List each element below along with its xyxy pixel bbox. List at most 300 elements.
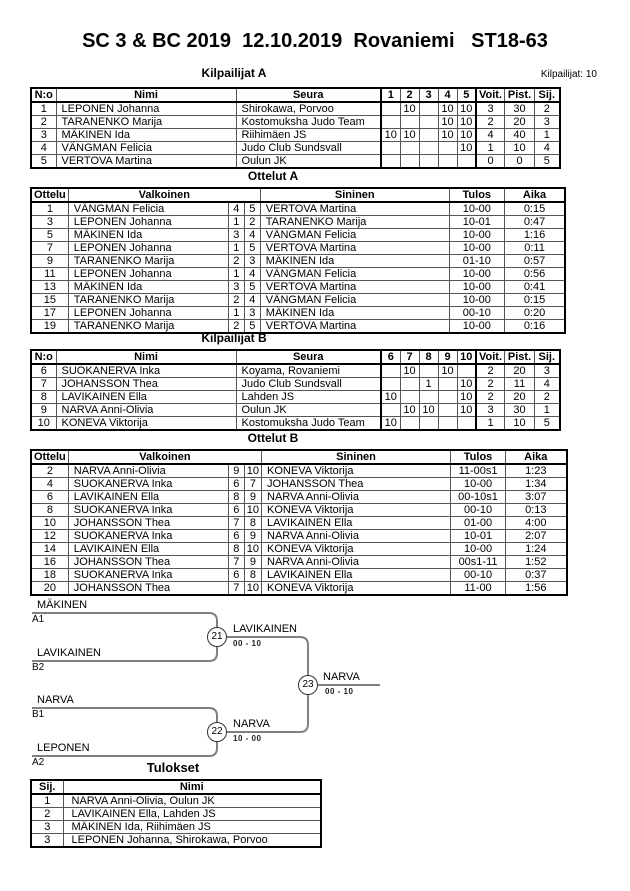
table-cell: 10 <box>438 364 457 378</box>
table-cell: 5 <box>244 202 260 216</box>
table-cell <box>400 155 419 169</box>
column-header: 5 <box>457 88 476 102</box>
table-cell: 15 <box>31 294 68 307</box>
table-cell: 8 <box>244 569 261 582</box>
table-cell: LAVIKAINEN Ella <box>56 391 236 404</box>
table-cell: 10 <box>400 364 419 378</box>
table-cell: 1 <box>228 268 244 281</box>
table-cell: 4 <box>244 268 260 281</box>
table-cell: 0:47 <box>504 216 565 229</box>
bracket-slot-seed: B2 <box>32 662 45 673</box>
table-cell: 2 <box>228 255 244 268</box>
table-cell <box>381 102 400 116</box>
table-cell: 2 <box>535 102 560 116</box>
table-cell: 1 <box>476 417 505 431</box>
table-cell: 3 <box>476 404 505 417</box>
table-cell: 0:15 <box>504 294 565 307</box>
table-cell: 7 <box>228 556 244 569</box>
column-header: 6 <box>381 350 400 364</box>
kilpailijat-a-table <box>30 87 561 169</box>
table-row <box>31 504 567 517</box>
table-cell: 5 <box>31 229 68 242</box>
match-winner-name: NARVA <box>323 671 360 683</box>
column-header: Ottelu <box>31 450 68 464</box>
table-cell: 11 <box>505 378 535 391</box>
column-header: Sij. <box>535 350 560 364</box>
table-row <box>31 543 567 556</box>
table-cell: 00-10s1 <box>451 491 506 504</box>
table-cell: 2 <box>31 464 68 478</box>
column-header: N:o <box>31 350 56 364</box>
table-cell: Riihimäen JS <box>236 129 381 142</box>
table-cell: 10 <box>400 404 419 417</box>
table-cell: 10-01 <box>449 216 504 229</box>
table-cell: MÄKINEN Ida <box>260 255 449 268</box>
table-cell: 3 <box>535 364 560 378</box>
table-cell: LEPONEN Johanna, Shirokawa, Porvoo <box>63 834 321 848</box>
table-cell: 4 <box>476 129 505 142</box>
table-cell: 10 <box>457 404 476 417</box>
table-cell: 10-00 <box>449 229 504 242</box>
table-cell: Koyama, Rovaniemi <box>236 364 381 378</box>
table-cell: MÄKINEN Ida <box>68 281 228 294</box>
table-cell: 00-10 <box>451 504 506 517</box>
table-cell: LAVIKAINEN Ella <box>262 517 451 530</box>
table-cell: 1:16 <box>504 229 565 242</box>
table-cell: 5 <box>31 155 56 169</box>
table-cell: 4 <box>244 294 260 307</box>
table-cell: 9 <box>31 255 68 268</box>
table-cell: 10 <box>457 142 476 155</box>
table-cell: 18 <box>31 569 68 582</box>
table-cell: 5 <box>244 242 260 255</box>
table-cell: LEPONEN Johanna <box>68 242 228 255</box>
table-cell: VÄNGMAN Felicia <box>260 294 449 307</box>
table-cell: LEPONEN Johanna <box>68 307 228 320</box>
match-winner-name: LAVIKAINEN <box>233 623 297 635</box>
table-row <box>31 268 565 281</box>
table-row <box>31 834 321 848</box>
table-cell: VERTOVA Martina <box>260 281 449 294</box>
table-row <box>31 794 321 808</box>
table-row <box>31 281 565 294</box>
table-cell: LEPONEN Johanna <box>56 102 236 116</box>
table-cell: 30 <box>505 102 535 116</box>
tulokset-table <box>30 779 322 848</box>
table-cell: 00s1-11 <box>451 556 506 569</box>
column-header: Sij. <box>535 88 560 102</box>
column-header: Valkoinen <box>68 450 261 464</box>
table-cell: NARVA Anni-Olivia <box>262 556 451 569</box>
bracket-slot-name: LEPONEN <box>37 742 90 754</box>
table-cell: 4 <box>244 229 260 242</box>
table-cell: 4 <box>31 478 68 491</box>
table-cell: 3 <box>244 255 260 268</box>
table-cell: 2 <box>476 378 505 391</box>
kilpailijat-b-table <box>30 349 561 431</box>
table-cell: 6 <box>228 569 244 582</box>
table-cell: 2:07 <box>506 530 567 543</box>
table-cell: 10-00 <box>451 543 506 556</box>
table-cell: 5 <box>535 155 560 169</box>
table-row <box>31 530 567 543</box>
table-cell: 4:00 <box>506 517 567 530</box>
table-cell: 10-00 <box>449 202 504 216</box>
table-row <box>31 478 567 491</box>
table-cell <box>419 129 438 142</box>
table-cell: 10 <box>244 464 261 478</box>
column-header: Pist. <box>505 350 535 364</box>
table-cell: 2 <box>31 808 63 821</box>
table-cell: Judo Club Sundsvall <box>236 142 381 155</box>
table-cell: TARANENKO Marija <box>68 255 228 268</box>
bracket-slot-name: LAVIKAINEN <box>37 647 101 659</box>
table-cell: 19 <box>31 320 68 334</box>
table-cell: 40 <box>505 129 535 142</box>
ottelut-a-table <box>30 187 566 334</box>
table-cell: LEPONEN Johanna <box>68 216 228 229</box>
column-header: Valkoinen <box>68 188 260 202</box>
table-cell <box>419 102 438 116</box>
section-heading-kilpailijat-b: Kilpailijat B <box>201 331 267 345</box>
table-cell: 6 <box>228 478 244 491</box>
match-number-badge: 21 <box>207 627 227 647</box>
table-cell: 2 <box>228 320 244 334</box>
match-score: 10 - 00 <box>233 734 262 743</box>
table-cell: 0:16 <box>504 320 565 334</box>
table-cell: 6 <box>228 504 244 517</box>
table-row <box>31 294 565 307</box>
table-cell: 8 <box>31 391 56 404</box>
table-cell: 1 <box>476 142 505 155</box>
bracket-slot-seed: A2 <box>32 757 45 768</box>
table-cell: 00-10 <box>449 307 504 320</box>
table-cell: SUOKANERVA Inka <box>56 364 236 378</box>
table-cell: 3 <box>31 834 63 848</box>
header-row <box>31 780 321 794</box>
column-header: 10 <box>457 350 476 364</box>
table-cell: 8 <box>244 517 261 530</box>
table-cell: 10 <box>438 116 457 129</box>
table-cell: 10 <box>505 142 535 155</box>
table-cell: 10 <box>381 391 400 404</box>
table-cell: VÄNGMAN Felicia <box>260 268 449 281</box>
table-cell: VERTOVA Martina <box>260 242 449 255</box>
table-cell: Kostomuksha Judo Team <box>236 417 381 431</box>
section-heading-tulokset: Tulokset <box>146 760 200 775</box>
table-cell: 0:20 <box>504 307 565 320</box>
table-cell: 8 <box>228 491 244 504</box>
table-cell: Lahden JS <box>236 391 381 404</box>
table-cell: 10 <box>244 582 261 596</box>
table-cell: 10-00 <box>449 281 504 294</box>
table-row <box>31 155 560 169</box>
table-cell: NARVA Anni-Olivia, Oulun JK <box>63 794 321 808</box>
table-cell <box>438 404 457 417</box>
table-cell: SUOKANERVA Inka <box>68 569 228 582</box>
table-cell <box>438 391 457 404</box>
table-cell: LAVIKAINEN Ella <box>68 491 228 504</box>
table-cell <box>381 364 400 378</box>
match-number-badge: 23 <box>298 675 318 695</box>
table-cell: LAVIKAINEN Ella, Lahden JS <box>63 808 321 821</box>
table-row <box>31 491 567 504</box>
table-cell: MÄKINEN Ida <box>68 229 228 242</box>
table-cell: 3 <box>31 129 56 142</box>
column-header: Ottelu <box>31 188 68 202</box>
table-cell: NARVA Anni-Olivia <box>68 464 228 478</box>
table-cell: MÄKINEN Ida, Riihimäen JS <box>63 821 321 834</box>
table-cell: TARANENKO Marija <box>56 116 236 129</box>
table-cell: SUOKANERVA Inka <box>68 478 228 491</box>
table-cell: 11-00s1 <box>451 464 506 478</box>
table-row <box>31 202 565 216</box>
table-cell: SUOKANERVA Inka <box>68 530 228 543</box>
table-cell: 10-01 <box>451 530 506 543</box>
table-cell: Kostomuksha Judo Team <box>236 116 381 129</box>
table-cell: 2 <box>244 216 260 229</box>
table-cell: 1 <box>535 129 560 142</box>
table-cell: 10 <box>244 543 261 556</box>
table-cell: KONEVA Viktorija <box>262 543 451 556</box>
column-header: Voit. <box>476 350 505 364</box>
table-cell <box>381 378 400 391</box>
table-cell: 5 <box>535 417 560 431</box>
table-row <box>31 142 560 155</box>
table-cell <box>419 116 438 129</box>
table-row <box>31 129 560 142</box>
table-cell: SUOKANERVA Inka <box>68 504 228 517</box>
table-cell: 10 <box>244 504 261 517</box>
table-cell: 3 <box>476 102 505 116</box>
table-row <box>31 242 565 255</box>
table-cell: 1 <box>228 307 244 320</box>
table-cell: 0:11 <box>504 242 565 255</box>
table-cell: 14 <box>31 543 68 556</box>
table-cell: KONEVA Viktorija <box>56 417 236 431</box>
table-cell: 10-00 <box>451 478 506 491</box>
table-row <box>31 464 567 478</box>
table-cell: 0:13 <box>506 504 567 517</box>
column-header: 2 <box>400 88 419 102</box>
table-cell: 1:34 <box>506 478 567 491</box>
table-cell: 12 <box>31 530 68 543</box>
header-row <box>31 350 560 364</box>
table-row <box>31 364 560 378</box>
table-row <box>31 808 321 821</box>
column-header: Pist. <box>505 88 535 102</box>
column-header: 9 <box>438 350 457 364</box>
table-cell: KONEVA Viktorija <box>262 504 451 517</box>
table-cell: 7 <box>228 582 244 596</box>
table-row <box>31 821 321 834</box>
table-cell: 3 <box>535 116 560 129</box>
table-cell: 3 <box>228 229 244 242</box>
column-header: Aika <box>506 450 567 464</box>
table-cell <box>438 417 457 431</box>
table-cell: 1:23 <box>506 464 567 478</box>
table-cell: JOHANSSON Thea <box>262 478 451 491</box>
table-cell: 11 <box>31 268 68 281</box>
table-cell: 10 <box>419 404 438 417</box>
table-cell: 01-00 <box>451 517 506 530</box>
table-cell: NARVA Anni-Olivia <box>262 491 451 504</box>
table-cell <box>381 155 400 169</box>
table-row <box>31 116 560 129</box>
table-cell: 10 <box>381 417 400 431</box>
table-cell: 10 <box>505 417 535 431</box>
table-row <box>31 216 565 229</box>
table-cell: 10-00 <box>449 294 504 307</box>
table-cell: 1 <box>228 242 244 255</box>
table-cell: 10 <box>457 129 476 142</box>
table-cell: 0:41 <box>504 281 565 294</box>
column-header: Nimi <box>63 780 321 794</box>
table-cell <box>457 155 476 169</box>
table-cell: 1:56 <box>506 582 567 596</box>
column-header: 7 <box>400 350 419 364</box>
table-cell: 1 <box>535 404 560 417</box>
table-cell: 01-10 <box>449 255 504 268</box>
table-cell: NARVA Anni-Olivia <box>262 530 451 543</box>
column-header: 3 <box>419 88 438 102</box>
header-row <box>31 188 565 202</box>
table-cell: 2 <box>476 364 505 378</box>
table-row <box>31 391 560 404</box>
table-cell: 10 <box>457 378 476 391</box>
bracket-slot-seed: B1 <box>32 709 45 720</box>
table-cell <box>438 142 457 155</box>
table-cell: 1:24 <box>506 543 567 556</box>
table-cell: LEPONEN Johanna <box>68 268 228 281</box>
table-cell: 0:56 <box>504 268 565 281</box>
table-row <box>31 517 567 530</box>
table-cell: NARVA Anni-Olivia <box>56 404 236 417</box>
table-cell: 20 <box>31 582 68 596</box>
table-cell: 3 <box>244 307 260 320</box>
table-cell: 6 <box>228 530 244 543</box>
column-header: 1 <box>381 88 400 102</box>
table-cell: 9 <box>244 530 261 543</box>
table-cell: 5 <box>244 281 260 294</box>
table-cell: 10-00 <box>449 268 504 281</box>
table-row <box>31 417 560 431</box>
table-cell: 3 <box>31 821 63 834</box>
table-cell <box>400 378 419 391</box>
table-cell: JOHANSSON Thea <box>68 582 228 596</box>
table-cell: 7 <box>244 478 261 491</box>
table-cell: 2 <box>476 391 505 404</box>
table-cell: 17 <box>31 307 68 320</box>
column-header: Aika <box>504 188 565 202</box>
table-cell: KONEVA Viktorija <box>262 464 451 478</box>
table-cell <box>438 155 457 169</box>
column-header: Sininen <box>262 450 451 464</box>
bracket-slot-name: MÄKINEN <box>37 599 88 611</box>
table-cell: 0 <box>505 155 535 169</box>
table-cell <box>457 417 476 431</box>
table-cell: Oulun JK <box>236 155 381 169</box>
header-row <box>31 88 560 102</box>
table-cell: 20 <box>505 116 535 129</box>
table-row <box>31 229 565 242</box>
table-cell: 10 <box>381 129 400 142</box>
table-cell: LAVIKAINEN Ella <box>262 569 451 582</box>
table-cell: MÄKINEN Ida <box>56 129 236 142</box>
table-cell: LAVIKAINEN Ella <box>68 543 228 556</box>
table-row <box>31 556 567 569</box>
table-cell <box>400 391 419 404</box>
table-cell: 9 <box>31 404 56 417</box>
column-header: N:o <box>31 88 56 102</box>
table-cell: 3 <box>228 281 244 294</box>
section-heading-ottelut-b: Ottelut B <box>247 431 299 445</box>
column-header: Nimi <box>56 350 236 364</box>
table-cell: 10 <box>457 391 476 404</box>
table-cell: 7 <box>228 517 244 530</box>
table-cell: TARANENKO Marija <box>68 320 228 334</box>
table-cell: 4 <box>535 142 560 155</box>
column-header: Seura <box>236 88 381 102</box>
table-row <box>31 404 560 417</box>
table-cell <box>419 391 438 404</box>
table-cell: TARANENKO Marija <box>260 216 449 229</box>
table-cell: 1 <box>31 202 68 216</box>
table-cell: 2 <box>228 294 244 307</box>
section-heading-kilpailijat-a: Kilpailijat A <box>201 66 267 80</box>
competitors-count: Kilpailijat: 10 <box>540 69 597 80</box>
table-cell: 10 <box>400 102 419 116</box>
table-cell: 10 <box>31 417 56 431</box>
table-cell: 1 <box>419 378 438 391</box>
table-cell: VERTOVA Martina <box>260 320 449 334</box>
table-cell <box>400 116 419 129</box>
table-cell: 00-10 <box>451 569 506 582</box>
table-cell <box>457 364 476 378</box>
column-header: 4 <box>438 88 457 102</box>
table-cell: 20 <box>505 364 535 378</box>
table-cell: 9 <box>244 556 261 569</box>
table-cell: 10 <box>438 102 457 116</box>
table-cell: 13 <box>31 281 68 294</box>
table-cell <box>438 378 457 391</box>
column-header: Tulos <box>451 450 506 464</box>
header-row <box>31 450 567 464</box>
column-header: Seura <box>236 350 381 364</box>
column-header: 8 <box>419 350 438 364</box>
column-header: Voit. <box>476 88 505 102</box>
table-cell: 8 <box>228 543 244 556</box>
table-cell: JOHANSSON Thea <box>56 378 236 391</box>
table-cell: 10 <box>438 129 457 142</box>
table-cell: 30 <box>505 404 535 417</box>
table-cell: VÄNGMAN Felicia <box>68 202 228 216</box>
table-cell <box>400 417 419 431</box>
table-cell: 0:57 <box>504 255 565 268</box>
match-number-badge: 22 <box>207 722 227 742</box>
table-cell: 4 <box>31 142 56 155</box>
table-cell <box>381 116 400 129</box>
table-cell: Shirokawa, Porvoo <box>236 102 381 116</box>
page-title: SC 3 & BC 2019 12.10.2019 Rovaniemi ST18-63 <box>82 30 548 52</box>
table-cell: 6 <box>31 364 56 378</box>
table-cell: 5 <box>244 320 260 334</box>
table-cell: 9 <box>244 491 261 504</box>
bracket-slot-name: NARVA <box>37 694 74 706</box>
table-cell: 2 <box>476 116 505 129</box>
column-header: Sininen <box>260 188 449 202</box>
column-header: Tulos <box>449 188 504 202</box>
